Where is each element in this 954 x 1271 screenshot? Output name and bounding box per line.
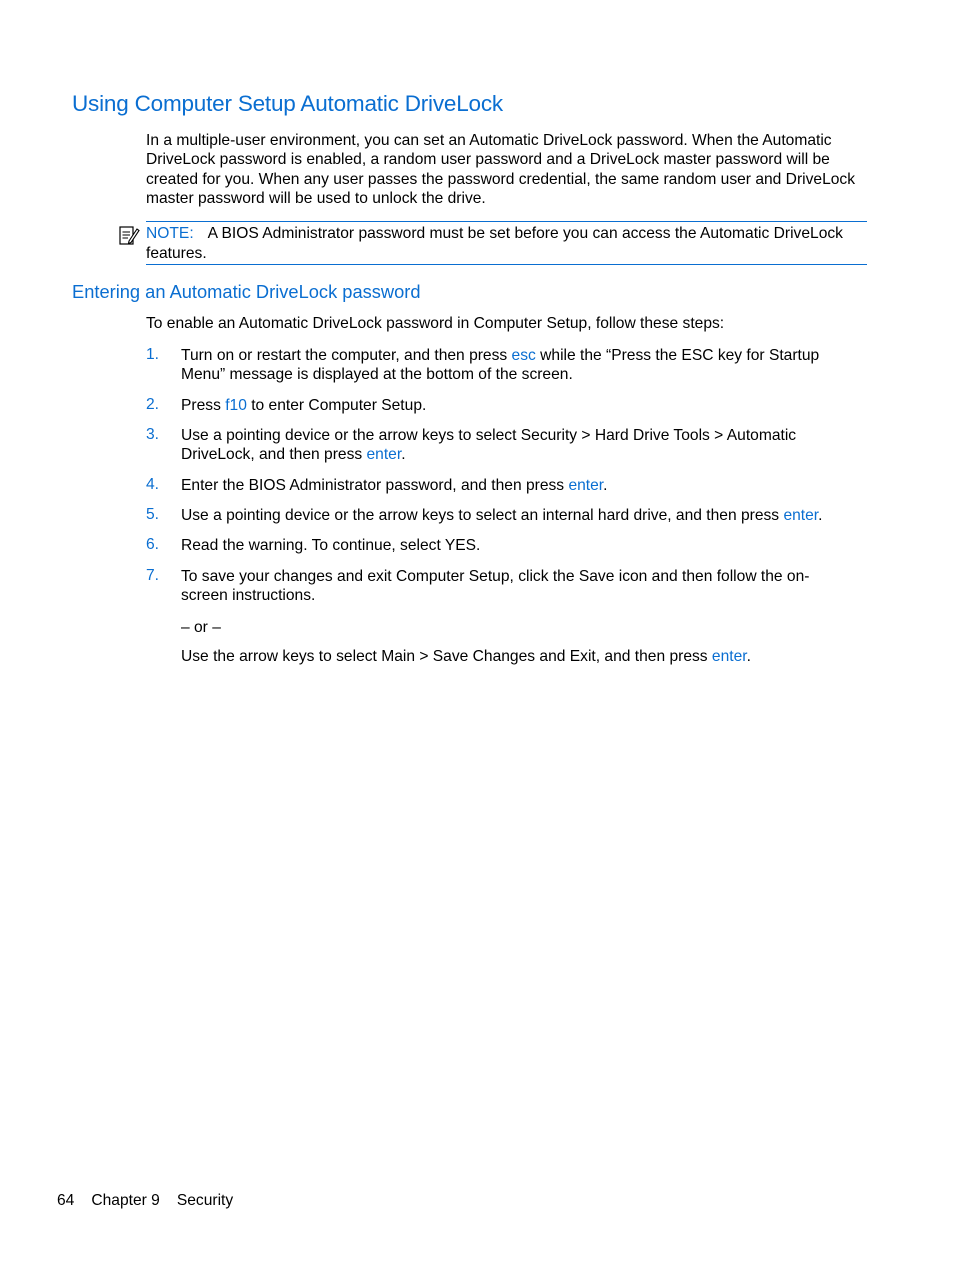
menu-path: Security > Hard Drive Tools > Automatic DriveLock	[181, 427, 797, 464]
step-number: 6.	[146, 536, 160, 553]
step-4	[181, 476, 861, 495]
step-text: Enter the BIOS Administrator password, and then press	[181, 477, 569, 494]
or-separator: – or –	[181, 619, 221, 636]
key-enter: enter	[783, 507, 819, 524]
note-label: NOTE:	[146, 225, 194, 242]
note-text: A BIOS Administrator password must be set before you can access the Automatic DriveLock features.	[146, 225, 843, 262]
step-text: Use a pointing device or the arrow keys to select an internal hard drive, and then press	[181, 507, 784, 524]
key-esc: esc	[511, 347, 536, 364]
step-number: 3.	[146, 426, 160, 443]
step-text: .	[818, 507, 823, 524]
step-text: to enter Computer Setup.	[246, 397, 427, 414]
step-5	[181, 506, 881, 525]
step-text: .	[401, 446, 406, 464]
step-number: 4.	[146, 476, 160, 493]
step-text: while the “Press the ESC key for Startup Menu” message is displayed at the bottom of the screen.	[181, 347, 820, 384]
step-text: .	[746, 648, 751, 665]
note-icon	[118, 224, 140, 246]
key-enter: enter	[711, 648, 747, 665]
chapter-label: Chapter 9	[91, 1192, 160, 1209]
step-text: .	[476, 537, 481, 554]
step-text: Read the warning. To continue, select	[181, 537, 445, 554]
save-icon-label: Save	[578, 568, 615, 585]
key-enter: enter	[366, 446, 402, 464]
page-number: 64	[57, 1192, 75, 1209]
step-number: 1.	[146, 346, 160, 363]
step-text: icon and then follow the on-screen instructions.	[181, 568, 810, 605]
option-yes: YES	[444, 537, 477, 554]
step-7-alternative	[181, 647, 861, 666]
steps-lead: To enable an Automatic DriveLock password in Computer Setup, follow these steps:	[146, 315, 725, 332]
step-number: 7.	[146, 567, 160, 584]
page-footer	[57, 1192, 250, 1210]
subsection-title: Entering an Automatic DriveLock password	[72, 281, 421, 302]
intro-paragraph: In a multiple-user environment, you can set an Automatic DriveLock password. When the Automatic DriveLock password is enabled, a random user password and a DriveLock master password will be created for you. When any user passes the password credential, the same random user and DriveLock master password will be used to unlock the drive.	[146, 132, 856, 208]
step-text: , and then press	[250, 446, 367, 464]
step-text: To save your changes and exit Computer Setup, click the	[181, 568, 579, 585]
note-box	[146, 221, 867, 265]
key-enter: enter	[568, 477, 604, 494]
step-2	[181, 396, 861, 415]
step-number: 2.	[146, 396, 160, 413]
step-text: Turn on or restart the computer, and then press	[181, 347, 512, 364]
step-text: .	[603, 477, 608, 494]
step-number: 5.	[146, 506, 160, 523]
step-text: Use the arrow keys to select	[181, 648, 382, 665]
step-3	[181, 426, 831, 465]
step-text: Press	[181, 397, 226, 414]
key-f10: f10	[225, 397, 247, 414]
menu-path: Main > Save Changes and Exit	[381, 648, 596, 665]
step-1	[181, 346, 861, 385]
step-text: , and then press	[595, 648, 712, 665]
step-7	[181, 567, 841, 606]
section-title: Using Computer Setup Automatic DriveLock	[72, 91, 503, 116]
chapter-title: Security	[176, 1192, 234, 1209]
step-6	[181, 536, 861, 555]
step-text: Use a pointing device or the arrow keys to select	[181, 427, 521, 444]
